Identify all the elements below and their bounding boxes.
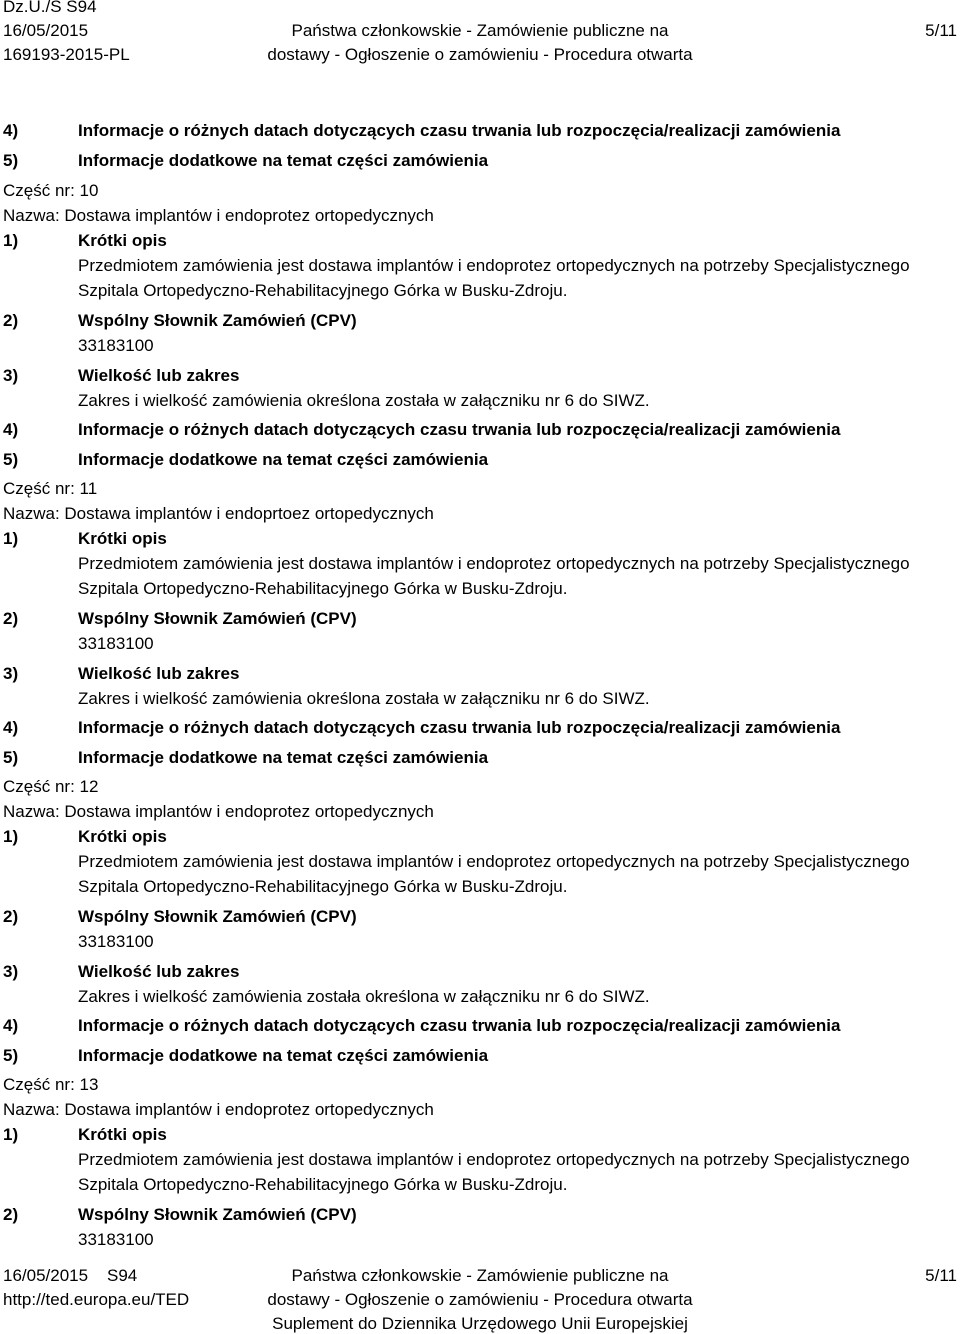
section-title: Wspólny Słownik Zamówień (CPV)	[78, 609, 357, 628]
part-number: Część nr: 10	[3, 181, 99, 200]
section-5-heading	[0, 151, 960, 171]
scope-text: Zakres i wielkość zamówienia określona została w załączniku nr 6 do SIWZ.	[78, 689, 650, 708]
short-description-heading	[0, 231, 960, 251]
cpv-code: 33183100	[78, 1230, 154, 1249]
part-name: Nazwa: Dostawa implantów i endoprotez ortopedycznych	[3, 802, 434, 821]
section-number: 5)	[3, 1046, 19, 1065]
section-title: Informacje dodatkowe na temat części zamówienia	[78, 151, 489, 170]
section-title: Informacje o różnych datach dotyczących czasu trwania lub rozpoczęcia/realizacji zamówienia	[78, 1016, 841, 1035]
description-line1: Przedmiotem zamówienia jest dostawa implantów i endoprotez ortopedycznych na potrzeby Specjalistycznego	[78, 1150, 910, 1169]
section-title: Wspólny Słownik Zamówień (CPV)	[78, 1205, 357, 1224]
scope-text: Zakres i wielkość zamówienia została określona w załączniku nr 6 do SIWZ.	[78, 987, 650, 1006]
cpv-heading	[0, 311, 960, 331]
section-5-heading	[0, 748, 960, 768]
cpv-heading	[0, 907, 960, 927]
footer-date-issue: 16/05/2015 S94	[3, 1266, 138, 1285]
cpv-code: 33183100	[78, 634, 154, 653]
description-line2: Szpitala Ortopedyczno-Rehabilitacyjnego Górka w Busku-Zdroju.	[78, 579, 568, 598]
part-name: Nazwa: Dostawa implantów i endoprotez ortopedycznych	[3, 206, 434, 225]
footer-center-line3: Suplement do Dziennika Urzędowego Unii Europejskiej	[272, 1314, 688, 1333]
section-number: 5)	[3, 450, 19, 469]
description-line1: Przedmiotem zamówienia jest dostawa implantów i endoprotez ortopedycznych na potrzeby Specjalistycznego	[78, 852, 910, 871]
section-number: 3)	[3, 664, 19, 683]
scope-text: Zakres i wielkość zamówienia określona została w załączniku nr 6 do SIWZ.	[78, 391, 650, 410]
section-4-heading	[0, 121, 960, 141]
scope-heading	[0, 962, 960, 982]
section-number: 2)	[3, 907, 19, 926]
section-title: Informacje o różnych datach dotyczących czasu trwania lub rozpoczęcia/realizacji zamówienia	[78, 718, 841, 737]
description-line2: Szpitala Ortopedyczno-Rehabilitacyjnego Górka w Busku-Zdroju.	[78, 1175, 568, 1194]
description-line1: Przedmiotem zamówienia jest dostawa implantów i endoprotez ortopedycznych na potrzeby Specjalistycznego	[78, 256, 910, 275]
footer-page-number: 5/11	[925, 1266, 957, 1285]
section-title: Wspólny Słownik Zamówień (CPV)	[78, 311, 357, 330]
header-center-line2: dostawy - Ogłoszenie o zamówieniu - Procedura otwarta	[267, 45, 693, 64]
description-line2: Szpitala Ortopedyczno-Rehabilitacyjnego Górka w Busku-Zdroju.	[78, 877, 568, 896]
part-name: Nazwa: Dostawa implantów i endoprtoez ortopedycznych	[3, 504, 434, 523]
short-description-heading	[0, 1125, 960, 1145]
footer-center-line2: dostawy - Ogłoszenie o zamówieniu - Procedura otwarta	[267, 1290, 693, 1309]
scope-heading	[0, 664, 960, 684]
section-title: Informacje dodatkowe na temat części zamówienia	[78, 1046, 489, 1065]
section-title: Informacje dodatkowe na temat części zamówienia	[78, 748, 489, 767]
section-title: Krótki opis	[78, 529, 167, 548]
section-number: 2)	[3, 1205, 19, 1224]
part-number: Część nr: 12	[3, 777, 99, 796]
section-title: Informacje o różnych datach dotyczących czasu trwania lub rozpoczęcia/realizacji zamówienia	[78, 121, 841, 140]
oj-reference: Dz.U./S S94	[3, 0, 97, 16]
section-number: 1)	[3, 231, 19, 250]
section-4-heading	[0, 718, 960, 738]
section-5-heading	[0, 450, 960, 470]
section-number: 2)	[3, 609, 19, 628]
section-5-heading	[0, 1046, 960, 1066]
section-title: Wielkość lub zakres	[78, 962, 240, 981]
short-description-heading	[0, 827, 960, 847]
section-number: 4)	[3, 1016, 19, 1035]
description-line2: Szpitala Ortopedyczno-Rehabilitacyjnego Górka w Busku-Zdroju.	[78, 281, 568, 300]
footer-center-line1: Państwa członkowskie - Zamówienie publiczne na	[291, 1266, 669, 1285]
part-name: Nazwa: Dostawa implantów i endoprotez ortopedycznych	[3, 1100, 434, 1119]
section-number: 1)	[3, 1125, 19, 1144]
section-number: 5)	[3, 151, 19, 170]
short-description-heading	[0, 529, 960, 549]
section-number: 4)	[3, 420, 19, 439]
section-title: Wspólny Słownik Zamówień (CPV)	[78, 907, 357, 926]
section-title: Krótki opis	[78, 231, 167, 250]
scope-heading	[0, 366, 960, 386]
section-4-heading	[0, 420, 960, 440]
section-number: 1)	[3, 827, 19, 846]
section-title: Wielkość lub zakres	[78, 366, 240, 385]
section-title: Krótki opis	[78, 827, 167, 846]
cpv-code: 33183100	[78, 932, 154, 951]
notice-id: 169193-2015-PL	[3, 45, 130, 64]
section-number: 5)	[3, 748, 19, 767]
description-line1: Przedmiotem zamówienia jest dostawa implantów i endoprotez ortopedycznych na potrzeby Specjalistycznego	[78, 554, 910, 573]
header-page-number: 5/11	[925, 21, 957, 40]
section-title: Informacje dodatkowe na temat części zamówienia	[78, 450, 489, 469]
section-number: 3)	[3, 962, 19, 981]
section-4-heading	[0, 1016, 960, 1036]
section-number: 2)	[3, 311, 19, 330]
part-number: Część nr: 13	[3, 1075, 99, 1094]
header-center-line1: Państwa członkowskie - Zamówienie publiczne na	[291, 21, 669, 40]
part-number: Część nr: 11	[3, 479, 98, 498]
section-title: Krótki opis	[78, 1125, 167, 1144]
footer-url[interactable]: http://ted.europa.eu/TED	[3, 1290, 190, 1309]
section-number: 4)	[3, 718, 19, 737]
section-title: Wielkość lub zakres	[78, 664, 240, 683]
header-date: 16/05/2015	[3, 21, 89, 40]
section-number: 3)	[3, 366, 19, 385]
cpv-code: 33183100	[78, 336, 154, 355]
cpv-heading	[0, 1205, 960, 1225]
section-number: 4)	[3, 121, 19, 140]
cpv-heading	[0, 609, 960, 629]
section-title: Informacje o różnych datach dotyczących czasu trwania lub rozpoczęcia/realizacji zamówienia	[78, 420, 841, 439]
section-number: 1)	[3, 529, 19, 548]
